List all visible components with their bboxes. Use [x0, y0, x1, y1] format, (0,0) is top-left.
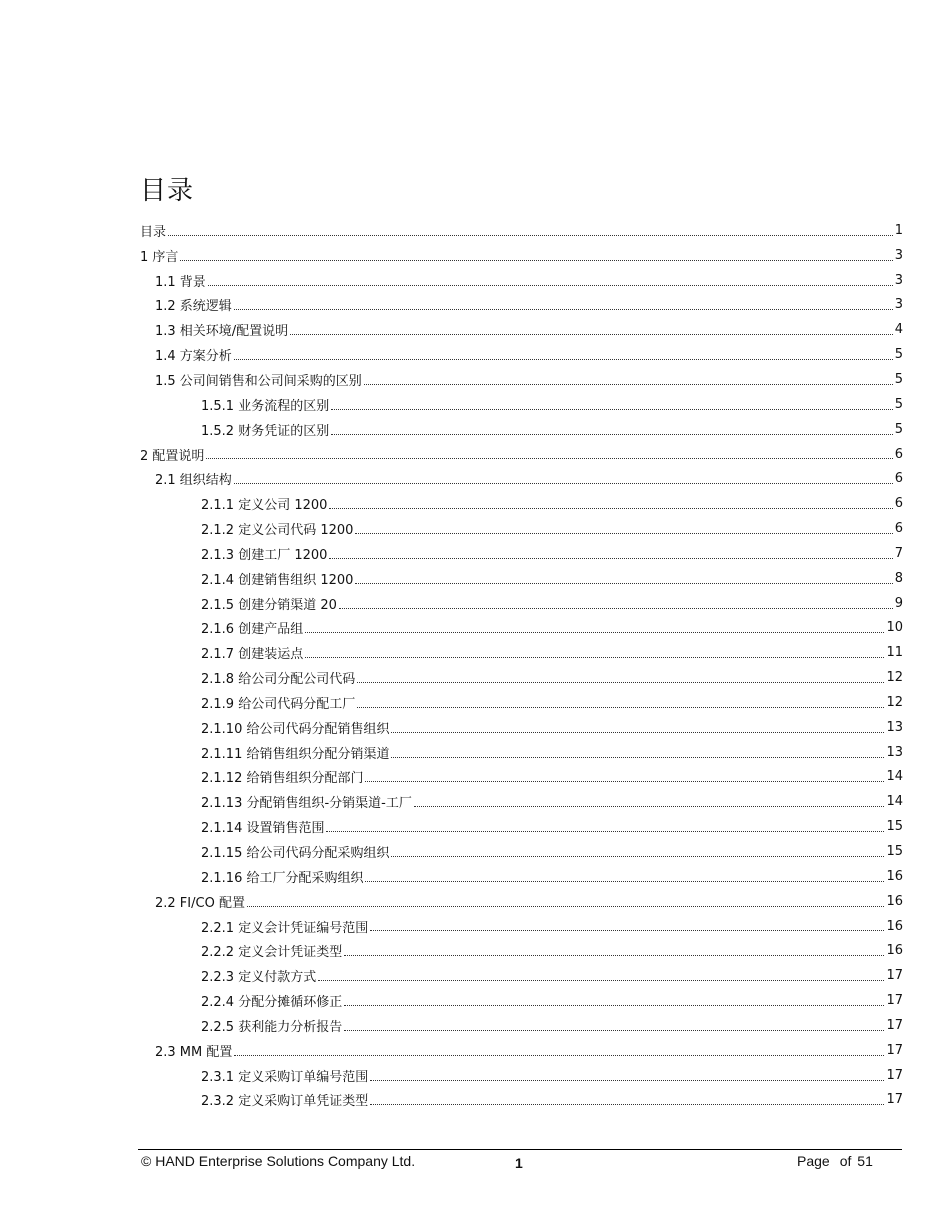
- toc-entry-label[interactable]: 2.3.2 定义采购订单凭证类型: [201, 1094, 369, 1110]
- toc-dot-leader: [305, 656, 884, 658]
- toc-entry-label[interactable]: 2.1.16 给工厂分配采购组织: [201, 870, 364, 886]
- toc-entry[interactable]: [140, 442, 903, 467]
- table-of-contents: [140, 218, 903, 1112]
- toc-entry-label[interactable]: 1.5.1 业务流程的区别: [201, 398, 330, 414]
- toc-entry-page: 3: [894, 272, 903, 288]
- toc-dot-leader: [344, 954, 884, 956]
- toc-entry-page: 17: [886, 1067, 903, 1083]
- toc-entry-page: 16: [886, 918, 903, 934]
- toc-entry-page: 6: [894, 471, 903, 487]
- toc-entry-page: 3: [894, 297, 903, 313]
- footer-page-word: Page: [797, 1153, 830, 1169]
- toc-entry[interactable]: [140, 765, 903, 790]
- toc-entry-page: 8: [894, 570, 903, 586]
- toc-dot-leader: [391, 756, 884, 758]
- toc-entry-page: 17: [886, 993, 903, 1009]
- toc-entry-page: 6: [894, 521, 903, 537]
- toc-entry-label[interactable]: 1.1 背景: [155, 274, 206, 290]
- toc-entry-page: 17: [886, 1092, 903, 1108]
- toc-dot-leader: [234, 358, 893, 360]
- toc-entry-label[interactable]: 2.1 组织结构: [155, 473, 232, 489]
- toc-dot-leader: [318, 979, 884, 981]
- toc-dot-leader: [206, 457, 892, 459]
- toc-entry[interactable]: [140, 938, 903, 963]
- toc-entry-label[interactable]: 2.2.4 分配分摊循环修正: [201, 995, 343, 1011]
- toc-dot-leader: [344, 1029, 884, 1031]
- toc-entry-page: 17: [886, 1017, 903, 1033]
- toc-entry[interactable]: [140, 665, 903, 690]
- toc-entry-page: 16: [886, 868, 903, 884]
- toc-entry-page: 14: [886, 769, 903, 785]
- toc-dot-leader: [234, 308, 893, 310]
- toc-entry-label[interactable]: 2.2.5 获利能力分析报告: [201, 1019, 343, 1035]
- toc-dot-leader: [370, 929, 884, 931]
- toc-dot-leader: [365, 780, 884, 782]
- toc-entry-page: 12: [886, 694, 903, 710]
- toc-dot-leader: [329, 557, 892, 559]
- toc-entry-page: 16: [886, 893, 903, 909]
- toc-entry-label[interactable]: 2.1.7 创建装运点: [201, 647, 304, 663]
- toc-entry-page: 17: [886, 1042, 903, 1058]
- footer-page-count: [797, 1153, 873, 1169]
- toc-entry[interactable]: [140, 963, 903, 988]
- toc-dot-leader: [247, 905, 885, 907]
- toc-entry-label[interactable]: 2.1.3 创建工厂 1200: [201, 547, 328, 563]
- toc-entry-label[interactable]: 2.1.1 定义公司 1200: [201, 498, 328, 514]
- toc-entry-page: 5: [894, 371, 903, 387]
- toc-dot-leader: [234, 1054, 884, 1056]
- toc-entry[interactable]: [140, 317, 903, 342]
- toc-entry-label[interactable]: 2.3 MM 配置: [155, 1044, 233, 1060]
- toc-entry[interactable]: [140, 1063, 903, 1088]
- toc-entry-page: 13: [886, 719, 903, 735]
- toc-dot-leader: [290, 333, 893, 335]
- toc-entry-label[interactable]: 2.1.14 设置销售范围: [201, 821, 325, 837]
- toc-dot-leader: [168, 234, 893, 236]
- toc-entry-label[interactable]: 2.3.1 定义采购订单编号范围: [201, 1069, 369, 1085]
- toc-entry-page: 6: [894, 496, 903, 512]
- toc-entry-label[interactable]: 1.2 系统逻辑: [155, 299, 232, 315]
- footer-page-number: 1: [515, 1155, 523, 1171]
- toc-dot-leader: [365, 880, 884, 882]
- toc-entry-page: 13: [886, 744, 903, 760]
- toc-entry[interactable]: [140, 566, 903, 591]
- toc-entry[interactable]: [140, 740, 903, 765]
- toc-entry-label[interactable]: 2.1.15 给公司代码分配采购组织: [201, 846, 390, 862]
- footer-divider: [138, 1149, 902, 1150]
- toc-entry-label[interactable]: 目录: [140, 224, 167, 240]
- toc-dot-leader: [329, 507, 892, 509]
- toc-entry-label[interactable]: 2.1.9 给公司代码分配工厂: [201, 696, 356, 712]
- toc-entry[interactable]: [140, 417, 903, 442]
- toc-heading: 目录: [140, 176, 195, 206]
- toc-dot-leader: [331, 408, 893, 410]
- toc-entry-page: 12: [886, 670, 903, 686]
- toc-entry[interactable]: [140, 1013, 903, 1038]
- toc-entry-label[interactable]: 2.2.3 定义付款方式: [201, 970, 317, 986]
- toc-entry-label[interactable]: 2.1.10 给公司代码分配销售组织: [201, 721, 390, 737]
- toc-entry[interactable]: [140, 591, 903, 616]
- toc-dot-leader: [391, 731, 884, 733]
- toc-entry[interactable]: [140, 814, 903, 839]
- toc-entry[interactable]: [140, 640, 903, 665]
- toc-entry-label[interactable]: 2.1.12 给销售组织分配部门: [201, 771, 364, 787]
- toc-entry[interactable]: [140, 491, 903, 516]
- toc-dot-leader: [355, 532, 892, 534]
- toc-entry-page: 5: [894, 396, 903, 412]
- toc-entry-page: 5: [894, 347, 903, 363]
- toc-entry-label[interactable]: 2.1.5 创建分销渠道 20: [201, 597, 337, 613]
- toc-dot-leader: [391, 855, 884, 857]
- toc-entry-page: 3: [894, 247, 903, 263]
- toc-entry-page: 16: [886, 943, 903, 959]
- toc-entry-label[interactable]: 2 配置说明: [140, 448, 205, 464]
- footer-copyright: © HAND Enterprise Solutions Company Ltd.: [141, 1153, 416, 1169]
- toc-entry[interactable]: [140, 616, 903, 641]
- toc-entry[interactable]: [140, 914, 903, 939]
- toc-dot-leader: [180, 259, 892, 261]
- toc-entry[interactable]: [140, 864, 903, 889]
- toc-entry[interactable]: [140, 541, 903, 566]
- toc-dot-leader: [208, 284, 893, 286]
- toc-entry[interactable]: [140, 988, 903, 1013]
- toc-entry-page: 6: [894, 446, 903, 462]
- toc-entry[interactable]: [140, 789, 903, 814]
- toc-dot-leader: [370, 1103, 884, 1105]
- toc-entry[interactable]: [140, 243, 903, 268]
- toc-entry-label[interactable]: 2.1.11 给销售组织分配分销渠道: [201, 746, 390, 762]
- toc-entry-label[interactable]: 2.1.6 创建产品组: [201, 622, 304, 638]
- toc-entry-label[interactable]: 2.1.8 给公司分配公司代码: [201, 672, 356, 688]
- toc-dot-leader: [364, 383, 893, 385]
- toc-dot-leader: [370, 1079, 884, 1081]
- toc-entry[interactable]: [140, 367, 903, 392]
- toc-entry[interactable]: [140, 839, 903, 864]
- toc-entry[interactable]: [140, 690, 903, 715]
- toc-entry-page: 5: [894, 421, 903, 437]
- toc-entry[interactable]: [140, 1088, 903, 1113]
- toc-entry-page: 14: [886, 794, 903, 810]
- toc-entry-label[interactable]: 1 序言: [140, 249, 179, 265]
- toc-entry-label[interactable]: 1.5.2 财务凭证的区别: [201, 423, 330, 439]
- toc-entry-page: 1: [894, 222, 903, 238]
- toc-entry-label[interactable]: 2.2.2 定义会计凭证类型: [201, 945, 343, 961]
- toc-entry[interactable]: [140, 1038, 903, 1063]
- toc-dot-leader: [326, 830, 884, 832]
- toc-entry[interactable]: [140, 715, 903, 740]
- toc-entry-page: 9: [894, 595, 903, 611]
- toc-entry[interactable]: [140, 466, 903, 491]
- toc-entry[interactable]: [140, 516, 903, 541]
- footer-total-pages: 51: [857, 1153, 873, 1169]
- toc-entry-page: 11: [886, 645, 903, 661]
- toc-entry[interactable]: [140, 218, 903, 243]
- toc-entry-label[interactable]: 2.1.2 定义公司代码 1200: [201, 523, 354, 539]
- toc-entry-label[interactable]: 1.3 相关环境/配置说明: [155, 324, 289, 340]
- toc-entry-page: 15: [886, 844, 903, 860]
- toc-dot-leader: [357, 706, 884, 708]
- toc-entry[interactable]: [140, 268, 903, 293]
- footer-of-word: of: [839, 1153, 852, 1169]
- toc-dot-leader: [414, 805, 885, 807]
- toc-dot-leader: [339, 607, 893, 609]
- toc-entry-page: 7: [894, 545, 903, 561]
- toc-entry-label[interactable]: 1.4 方案分析: [155, 349, 232, 365]
- toc-entry[interactable]: [140, 342, 903, 367]
- toc-entry-label[interactable]: 2.2.1 定义会计凭证编号范围: [201, 920, 369, 936]
- toc-entry-page: 10: [886, 620, 903, 636]
- toc-entry[interactable]: [140, 889, 903, 914]
- toc-dot-leader: [305, 631, 884, 633]
- toc-entry[interactable]: [140, 392, 903, 417]
- toc-entry-page: 17: [886, 968, 903, 984]
- toc-entry-page: 4: [894, 322, 903, 338]
- toc-dot-leader: [355, 582, 892, 584]
- toc-dot-leader: [357, 681, 884, 683]
- toc-dot-leader: [234, 482, 893, 484]
- toc-entry-label[interactable]: 2.1.4 创建销售组织 1200: [201, 572, 354, 588]
- toc-entry-label[interactable]: 2.2 FI/CO 配置: [155, 895, 245, 911]
- toc-dot-leader: [331, 433, 893, 435]
- toc-dot-leader: [344, 1004, 884, 1006]
- toc-entry-page: 15: [886, 819, 903, 835]
- toc-entry-label[interactable]: 1.5 公司间销售和公司间采购的区别: [155, 373, 362, 389]
- toc-entry[interactable]: [140, 293, 903, 318]
- toc-entry-label[interactable]: 2.1.13 分配销售组织-分销渠道-工厂: [201, 796, 412, 812]
